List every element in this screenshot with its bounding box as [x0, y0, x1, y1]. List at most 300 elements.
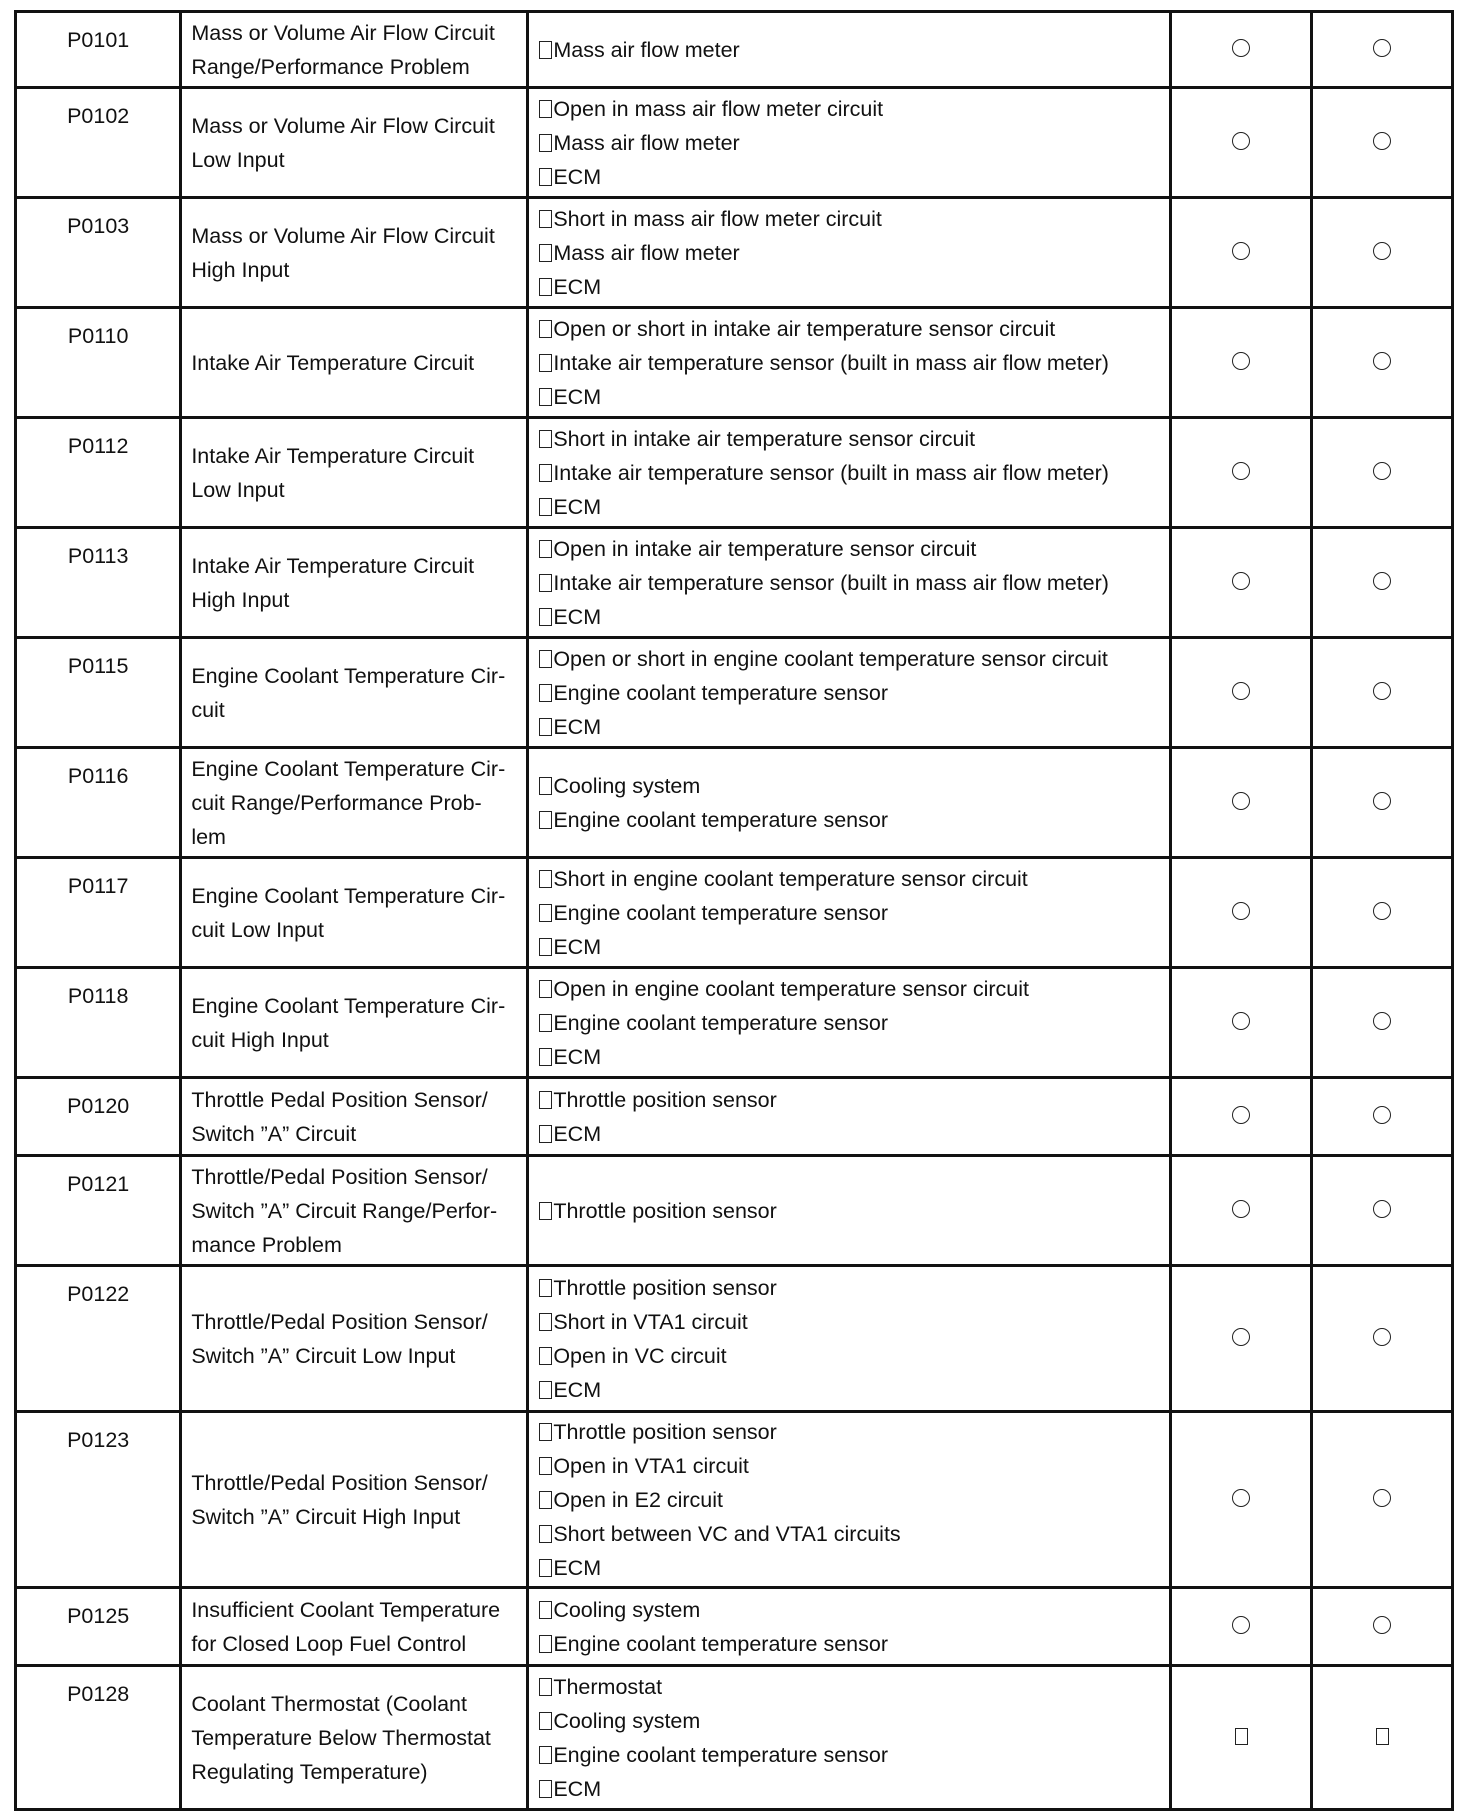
trouble-area-cell — [528, 1666, 1171, 1810]
dtc-code-cell — [16, 1266, 181, 1412]
dtc-code: P0110 — [67, 324, 129, 348]
mil-mark-cell — [1171, 198, 1312, 308]
table-row — [16, 198, 1453, 308]
detection-item-line: Range/Performance Problem — [191, 54, 470, 79]
trouble-area-item — [539, 566, 1169, 600]
circle-mark-icon — [1373, 132, 1391, 150]
memory-mark-cell — [1312, 308, 1453, 418]
mil-mark-cell — [1171, 1412, 1312, 1588]
dtc-table-body — [16, 12, 1453, 1810]
detection-item-cell — [181, 1266, 528, 1412]
trouble-area-item — [539, 1083, 1169, 1117]
checkbox-icon — [539, 1635, 552, 1653]
dtc-code: P0113 — [67, 544, 129, 568]
memory-mark-cell — [1312, 968, 1453, 1078]
memory-mark-cell — [1312, 1156, 1453, 1266]
trouble-area-text: Intake air temperature sensor (built in mass air flow meter) — [553, 350, 1109, 375]
detection-item-line: for Closed Loop Fuel Control — [191, 1631, 467, 1656]
detection-item-line: Low Input — [191, 477, 285, 502]
detection-item-line: Coolant Thermostat (Coolant — [191, 1691, 467, 1716]
trouble-area-item — [539, 1551, 1169, 1585]
trouble-area-item — [539, 33, 1169, 67]
detection-item-line: Engine Coolant Temperature Cir- — [191, 993, 506, 1018]
checkbox-icon — [539, 430, 552, 448]
trouble-area-cell — [528, 88, 1171, 198]
detection-item-cell — [181, 1588, 528, 1666]
trouble-area-text: Mass air flow meter — [553, 240, 740, 265]
trouble-area-text: Engine coolant temperature sensor — [553, 680, 888, 705]
trouble-area-text: ECM — [553, 714, 602, 739]
detection-item-line: High Input — [191, 587, 290, 612]
memory-mark-cell — [1312, 1078, 1453, 1156]
dtc-code: P0123 — [67, 1428, 130, 1452]
mil-mark-cell — [1171, 968, 1312, 1078]
dtc-code-cell — [16, 1156, 181, 1266]
trouble-area-cell — [528, 308, 1171, 418]
detection-item-cell — [181, 1078, 528, 1156]
trouble-area-text: Open in engine coolant temperature sensor circuit — [553, 976, 1029, 1001]
trouble-area-item — [539, 930, 1169, 964]
mil-mark-cell — [1171, 88, 1312, 198]
circle-mark-icon — [1232, 1616, 1250, 1634]
detection-item-line: Engine Coolant Temperature Cir- — [191, 756, 506, 781]
memory-mark-cell — [1312, 1588, 1453, 1666]
trouble-area-item — [539, 1271, 1169, 1305]
trouble-area-text: Short between VC and VTA1 circuits — [553, 1521, 901, 1546]
trouble-area-item — [539, 803, 1169, 837]
table-row — [16, 528, 1453, 638]
trouble-area-text: Short in engine coolant temperature sensor circuit — [553, 866, 1028, 891]
memory-mark-cell — [1312, 858, 1453, 968]
memory-mark-cell — [1312, 528, 1453, 638]
checkbox-icon — [539, 1780, 552, 1798]
trouble-area-text: Throttle position sensor — [553, 1419, 777, 1444]
square-mark-icon — [1376, 1728, 1389, 1745]
detection-item-line: Engine Coolant Temperature Cir- — [191, 883, 506, 908]
detection-item-line: Throttle/Pedal Position Sensor/ — [191, 1309, 488, 1334]
detection-item-line: Intake Air Temperature Circuit — [191, 443, 475, 468]
checkbox-icon — [539, 278, 552, 296]
checkbox-icon — [539, 608, 552, 626]
trouble-area-item — [539, 380, 1169, 414]
trouble-area-cell — [528, 748, 1171, 858]
dtc-code-cell — [16, 308, 181, 418]
detection-item-line: Mass or Volume Air Flow Circuit — [191, 20, 495, 45]
detection-item-line: Switch ”A” Circuit Range/Perfor- — [191, 1198, 498, 1223]
circle-mark-icon — [1373, 572, 1391, 590]
table-row — [16, 1156, 1453, 1266]
checkbox-icon — [539, 1746, 552, 1764]
trouble-area-item — [539, 1415, 1169, 1449]
memory-mark-cell — [1312, 638, 1453, 748]
table-row — [16, 418, 1453, 528]
trouble-area-text: Engine coolant temperature sensor — [553, 900, 888, 925]
checkbox-icon — [539, 684, 552, 702]
mil-mark-cell — [1171, 1156, 1312, 1266]
checkbox-icon — [539, 980, 552, 998]
circle-mark-icon — [1373, 792, 1391, 810]
dtc-code-cell — [16, 1588, 181, 1666]
circle-mark-icon — [1373, 902, 1391, 920]
detection-item-line: Switch ”A” Circuit Low Input — [191, 1343, 456, 1368]
trouble-area-item — [539, 1006, 1169, 1040]
checkbox-icon — [539, 1491, 552, 1509]
trouble-area-item — [539, 1738, 1169, 1772]
trouble-area-item — [539, 1772, 1169, 1806]
trouble-area-item — [539, 600, 1169, 634]
checkbox-icon — [539, 244, 552, 262]
detection-item-line: Low Input — [191, 147, 285, 172]
trouble-area-text: Engine coolant temperature sensor — [553, 1010, 888, 1035]
circle-mark-icon — [1373, 1012, 1391, 1030]
checkbox-icon — [539, 1313, 552, 1331]
memory-mark-cell — [1312, 1666, 1453, 1810]
mil-mark-cell — [1171, 638, 1312, 748]
detection-item-cell — [181, 1666, 528, 1810]
trouble-area-cell — [528, 968, 1171, 1078]
dtc-code-cell — [16, 528, 181, 638]
checkbox-icon — [539, 41, 552, 59]
trouble-area-text: Engine coolant temperature sensor — [553, 807, 888, 832]
trouble-area-cell — [528, 1412, 1171, 1588]
detection-item-line: cuit High Input — [191, 1027, 329, 1052]
dtc-code: P0120 — [67, 1094, 130, 1118]
dtc-code-cell — [16, 198, 181, 308]
checkbox-icon — [539, 1423, 552, 1441]
table-row — [16, 1588, 1453, 1666]
trouble-area-text: Open in E2 circuit — [553, 1487, 724, 1512]
mil-mark-cell — [1171, 1666, 1312, 1810]
detection-item-cell — [181, 858, 528, 968]
trouble-area-item — [539, 1593, 1169, 1627]
checkbox-icon — [539, 320, 552, 338]
trouble-area-item — [539, 1449, 1169, 1483]
checkbox-icon — [539, 498, 552, 516]
trouble-area-text: Open in VC circuit — [553, 1343, 727, 1368]
trouble-area-text: ECM — [553, 934, 602, 959]
trouble-area-item — [539, 1339, 1169, 1373]
trouble-area-text: ECM — [553, 1044, 602, 1069]
checkbox-icon — [539, 1601, 552, 1619]
dtc-code-cell — [16, 12, 181, 88]
mil-mark-cell — [1171, 1266, 1312, 1412]
circle-mark-icon — [1232, 1328, 1250, 1346]
detection-item-line: High Input — [191, 257, 290, 282]
trouble-area-text: Throttle position sensor — [553, 1198, 777, 1223]
trouble-area-item — [539, 236, 1169, 270]
mil-mark-cell — [1171, 528, 1312, 638]
dtc-code: P0102 — [67, 104, 130, 128]
circle-mark-icon — [1232, 1489, 1250, 1507]
circle-mark-icon — [1232, 132, 1250, 150]
circle-mark-icon — [1232, 242, 1250, 260]
checkbox-icon — [539, 1559, 552, 1577]
mil-mark-cell — [1171, 858, 1312, 968]
table-row — [16, 88, 1453, 198]
detection-item-line: lem — [191, 824, 226, 849]
trouble-area-item — [539, 1117, 1169, 1151]
circle-mark-icon — [1232, 902, 1250, 920]
dtc-code-cell — [16, 88, 181, 198]
checkbox-icon — [539, 1014, 552, 1032]
memory-mark-cell — [1312, 88, 1453, 198]
trouble-area-cell — [528, 1156, 1171, 1266]
trouble-area-item — [539, 1517, 1169, 1551]
table-row — [16, 858, 1453, 968]
trouble-area-item — [539, 642, 1169, 676]
trouble-area-item — [539, 456, 1169, 490]
trouble-area-text: Open in intake air temperature sensor circuit — [553, 536, 977, 561]
mil-mark-cell — [1171, 748, 1312, 858]
detection-item-cell — [181, 308, 528, 418]
circle-mark-icon — [1232, 682, 1250, 700]
detection-item-line: cuit Low Input — [191, 917, 324, 942]
dtc-code: P0117 — [67, 874, 129, 898]
memory-mark-cell — [1312, 1266, 1453, 1412]
trouble-area-cell — [528, 1588, 1171, 1666]
square-mark-icon — [1235, 1728, 1248, 1745]
trouble-area-item — [539, 126, 1169, 160]
trouble-area-item — [539, 1194, 1169, 1228]
checkbox-icon — [539, 938, 552, 956]
trouble-area-item — [539, 202, 1169, 236]
detection-item-line: Temperature Below Thermostat — [191, 1725, 491, 1750]
trouble-area-text: Short in intake air temperature sensor circuit — [553, 426, 976, 451]
circle-mark-icon — [1373, 1328, 1391, 1346]
checkbox-icon — [539, 1091, 552, 1109]
mil-mark-cell — [1171, 418, 1312, 528]
circle-mark-icon — [1232, 352, 1250, 370]
checkbox-icon — [539, 168, 552, 186]
circle-mark-icon — [1373, 352, 1391, 370]
dtc-code: P0116 — [67, 764, 129, 788]
trouble-area-text: ECM — [553, 604, 602, 629]
trouble-area-text: ECM — [553, 274, 602, 299]
checkbox-icon — [539, 210, 552, 228]
checkbox-icon — [539, 1381, 552, 1399]
trouble-area-cell — [528, 1078, 1171, 1156]
memory-mark-cell — [1312, 198, 1453, 308]
circle-mark-icon — [1232, 39, 1250, 57]
checkbox-icon — [539, 1678, 552, 1696]
trouble-area-text: ECM — [553, 494, 602, 519]
detection-item-cell — [181, 418, 528, 528]
dtc-code-cell — [16, 638, 181, 748]
trouble-area-cell — [528, 528, 1171, 638]
trouble-area-text: ECM — [553, 1121, 602, 1146]
memory-mark-cell — [1312, 418, 1453, 528]
detection-item-line: cuit Range/Performance Prob- — [191, 790, 482, 815]
detection-item-line: Switch ”A” Circuit High Input — [191, 1504, 461, 1529]
circle-mark-icon — [1232, 1200, 1250, 1218]
checkbox-icon — [539, 1712, 552, 1730]
trouble-area-cell — [528, 198, 1171, 308]
circle-mark-icon — [1232, 1106, 1250, 1124]
checkbox-icon — [539, 650, 552, 668]
trouble-area-text: Engine coolant temperature sensor — [553, 1742, 888, 1767]
circle-mark-icon — [1373, 682, 1391, 700]
mil-mark-cell — [1171, 12, 1312, 88]
mil-mark-cell — [1171, 1588, 1312, 1666]
trouble-area-item — [539, 422, 1169, 456]
trouble-area-text: Short in mass air flow meter circuit — [553, 206, 882, 231]
dtc-code: P0115 — [67, 654, 129, 678]
trouble-area-text: ECM — [553, 1555, 602, 1580]
trouble-area-item — [539, 1627, 1169, 1661]
dtc-code: P0118 — [67, 984, 129, 1008]
detection-item-line: Insufficient Coolant Temperature — [191, 1597, 501, 1622]
dtc-code-cell — [16, 968, 181, 1078]
detection-item-cell — [181, 1156, 528, 1266]
dtc-code-cell — [16, 858, 181, 968]
dtc-code-cell — [16, 1078, 181, 1156]
table-row — [16, 1412, 1453, 1588]
trouble-area-item — [539, 710, 1169, 744]
circle-mark-icon — [1373, 1106, 1391, 1124]
trouble-area-text: ECM — [553, 384, 602, 409]
detection-item-cell — [181, 198, 528, 308]
trouble-area-text: Cooling system — [553, 1708, 701, 1733]
trouble-area-text: Open in mass air flow meter circuit — [553, 96, 884, 121]
circle-mark-icon — [1232, 792, 1250, 810]
trouble-area-text: Throttle position sensor — [553, 1087, 777, 1112]
trouble-area-item — [539, 312, 1169, 346]
checkbox-icon — [539, 134, 552, 152]
table-row — [16, 308, 1453, 418]
dtc-code: P0112 — [67, 434, 129, 458]
detection-item-line: cuit — [191, 697, 225, 722]
trouble-area-text: Open or short in engine coolant temperature sensor circuit — [553, 646, 1108, 671]
trouble-area-item — [539, 862, 1169, 896]
trouble-area-text: Intake air temperature sensor (built in mass air flow meter) — [553, 460, 1109, 485]
memory-mark-cell — [1312, 12, 1453, 88]
checkbox-icon — [539, 388, 552, 406]
trouble-area-text: Open or short in intake air temperature sensor circuit — [553, 316, 1056, 341]
circle-mark-icon — [1373, 242, 1391, 260]
detection-item-line: Engine Coolant Temperature Cir- — [191, 663, 506, 688]
trouble-area-text: Mass air flow meter — [553, 37, 740, 62]
dtc-table — [14, 10, 1454, 1811]
checkbox-icon — [539, 1525, 552, 1543]
detection-item-line: Mass or Volume Air Flow Circuit — [191, 113, 495, 138]
detection-item-cell — [181, 528, 528, 638]
trouble-area-text: Throttle position sensor — [553, 1275, 777, 1300]
checkbox-icon — [539, 354, 552, 372]
trouble-area-text: Engine coolant temperature sensor — [553, 1631, 888, 1656]
circle-mark-icon — [1373, 39, 1391, 57]
table-row — [16, 1266, 1453, 1412]
table-row — [16, 968, 1453, 1078]
dtc-code-cell — [16, 748, 181, 858]
trouble-area-item — [539, 490, 1169, 524]
trouble-area-text: Thermostat — [553, 1674, 663, 1699]
dtc-code: P0122 — [67, 1282, 130, 1306]
dtc-code-cell — [16, 418, 181, 528]
circle-mark-icon — [1373, 1489, 1391, 1507]
checkbox-icon — [539, 540, 552, 558]
table-row — [16, 1078, 1453, 1156]
detection-item-cell — [181, 968, 528, 1078]
checkbox-icon — [539, 1347, 552, 1365]
mil-mark-cell — [1171, 1078, 1312, 1156]
detection-item-line: Mass or Volume Air Flow Circuit — [191, 223, 495, 248]
trouble-area-item — [539, 676, 1169, 710]
trouble-area-item — [539, 270, 1169, 304]
circle-mark-icon — [1232, 462, 1250, 480]
circle-mark-icon — [1373, 1616, 1391, 1634]
trouble-area-text: Mass air flow meter — [553, 130, 740, 155]
table-row — [16, 12, 1453, 88]
trouble-area-text: Open in VTA1 circuit — [553, 1453, 749, 1478]
checkbox-icon — [539, 904, 552, 922]
dtc-table-page — [14, 10, 1454, 1811]
trouble-area-item — [539, 1040, 1169, 1074]
trouble-area-item — [539, 896, 1169, 930]
dtc-code: P0128 — [67, 1682, 130, 1706]
mil-mark-cell — [1171, 308, 1312, 418]
detection-item-line: Regulating Temperature) — [191, 1759, 428, 1784]
table-row — [16, 1666, 1453, 1810]
detection-item-cell — [181, 638, 528, 748]
trouble-area-item — [539, 346, 1169, 380]
trouble-area-item — [539, 972, 1169, 1006]
checkbox-icon — [539, 1279, 552, 1297]
table-row — [16, 638, 1453, 748]
detection-item-line: Intake Air Temperature Circuit — [191, 350, 475, 375]
trouble-area-item — [539, 92, 1169, 126]
detection-item-cell — [181, 88, 528, 198]
checkbox-icon — [539, 777, 552, 795]
dtc-code: P0101 — [67, 28, 130, 52]
checkbox-icon — [539, 811, 552, 829]
trouble-area-cell — [528, 418, 1171, 528]
checkbox-icon — [539, 1048, 552, 1066]
circle-mark-icon — [1232, 572, 1250, 590]
trouble-area-text: ECM — [553, 164, 602, 189]
trouble-area-cell — [528, 1266, 1171, 1412]
detection-item-cell — [181, 748, 528, 858]
detection-item-line: mance Problem — [191, 1232, 342, 1257]
trouble-area-item — [539, 1483, 1169, 1517]
dtc-code-cell — [16, 1412, 181, 1588]
circle-mark-icon — [1373, 1200, 1391, 1218]
circle-mark-icon — [1373, 462, 1391, 480]
detection-item-line: Throttle Pedal Position Sensor/ — [191, 1087, 488, 1112]
trouble-area-item — [539, 1305, 1169, 1339]
detection-item-cell — [181, 12, 528, 88]
checkbox-icon — [539, 1202, 552, 1220]
trouble-area-text: Cooling system — [553, 1597, 701, 1622]
trouble-area-item — [539, 160, 1169, 194]
trouble-area-text: ECM — [553, 1377, 602, 1402]
trouble-area-cell — [528, 12, 1171, 88]
trouble-area-item — [539, 1670, 1169, 1704]
trouble-area-item — [539, 769, 1169, 803]
checkbox-icon — [539, 574, 552, 592]
trouble-area-item — [539, 1373, 1169, 1407]
detection-item-cell — [181, 1412, 528, 1588]
checkbox-icon — [539, 718, 552, 736]
checkbox-icon — [539, 100, 552, 118]
checkbox-icon — [539, 1457, 552, 1475]
trouble-area-cell — [528, 638, 1171, 748]
trouble-area-text: ECM — [553, 1776, 602, 1801]
detection-item-line: Throttle/Pedal Position Sensor/ — [191, 1164, 488, 1189]
circle-mark-icon — [1232, 1012, 1250, 1030]
trouble-area-text: Cooling system — [553, 773, 701, 798]
trouble-area-item — [539, 1704, 1169, 1738]
checkbox-icon — [539, 464, 552, 482]
